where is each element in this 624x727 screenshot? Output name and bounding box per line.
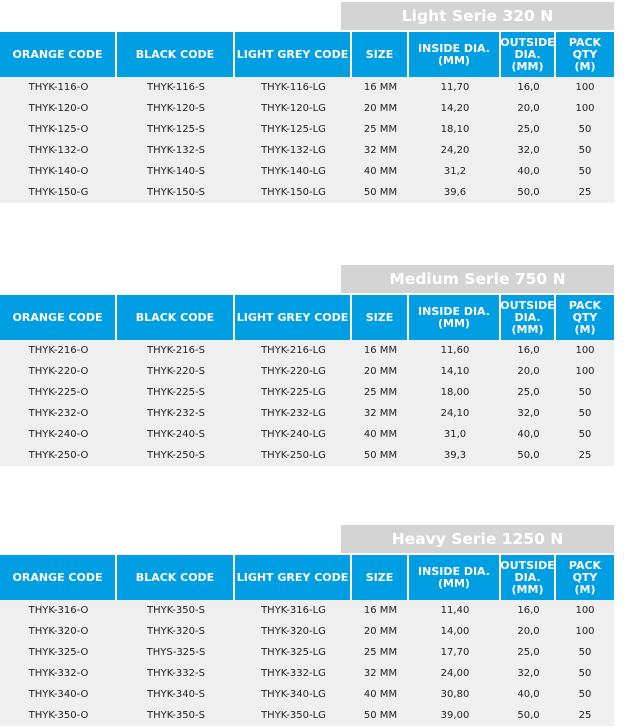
size-cell: 40 MM — [363, 689, 398, 700]
table-row — [0, 600, 614, 621]
orange-code-cell: THYK-250-O — [28, 450, 89, 461]
pack-qty-cell: 100 — [575, 366, 595, 377]
black-code-cell: THYK-116-S — [147, 82, 205, 93]
table-row — [0, 705, 614, 726]
col-outside-dia: OUTSIDE DIA. (MM) — [501, 295, 556, 340]
inside-dia-cell: 11,40 — [440, 605, 470, 616]
black-code-cell: THYK-320-S — [147, 626, 205, 637]
serie-title: Light Serie 320 N — [341, 2, 614, 30]
black-code-cell: THYK-150-S — [147, 187, 205, 198]
outside-dia-cell: 40,0 — [517, 689, 540, 700]
serie-title: Medium Serie 750 N — [341, 265, 614, 293]
orange-code-cell: THYK-340-O — [28, 689, 89, 700]
black-code-cell: THYS-325-S — [146, 647, 206, 658]
size-cell: 40 MM — [363, 429, 398, 440]
orange-code-cell: THYK-350-O — [28, 710, 89, 721]
col-light-grey-code: LIGHT GREY CODE — [235, 295, 352, 340]
table-row — [0, 663, 614, 684]
size-cell: 50 MM — [363, 710, 398, 721]
outside-dia-cell: 25,0 — [517, 124, 540, 135]
table-row — [0, 684, 614, 705]
pack-qty-cell: 100 — [575, 626, 595, 637]
col-orange-code: ORANGE CODE — [0, 32, 117, 77]
col-black-code: BLACK CODE — [117, 555, 235, 600]
table-body — [0, 340, 614, 466]
light-grey-code-cell: THYK-116-LG — [261, 82, 326, 93]
table-row — [0, 340, 614, 361]
size-cell: 20 MM — [363, 366, 398, 377]
inside-dia-cell: 14,00 — [440, 626, 470, 637]
size-cell: 25 MM — [363, 387, 398, 398]
pack-qty-cell: 50 — [578, 689, 592, 700]
col-size: SIZE — [352, 295, 409, 340]
pack-qty-cell: 50 — [578, 166, 592, 177]
black-code-cell: THYK-216-S — [147, 345, 205, 356]
pack-qty-cell: 100 — [575, 345, 595, 356]
light-grey-code-cell: THYK-150-LG — [261, 187, 326, 198]
orange-code-cell: THYK-125-O — [28, 124, 89, 135]
col-size: SIZE — [352, 32, 409, 77]
light-grey-code-cell: THYK-250-LG — [261, 450, 326, 461]
orange-code-cell: THYK-316-O — [28, 605, 89, 616]
light-grey-code-cell: THYK-125-LG — [261, 124, 326, 135]
col-orange-code: ORANGE CODE — [0, 555, 117, 600]
black-code-cell: THYK-332-S — [147, 668, 205, 679]
outside-dia-cell: 32,0 — [517, 408, 540, 419]
outside-dia-cell: 40,0 — [517, 429, 540, 440]
inside-dia-cell: 39,00 — [440, 710, 470, 721]
serie-title: Heavy Serie 1250 N — [341, 525, 614, 553]
inside-dia-cell: 39,3 — [443, 450, 467, 461]
inside-dia-cell: 11,60 — [440, 345, 470, 356]
outside-dia-cell: 16,0 — [517, 345, 540, 356]
outside-dia-cell: 25,0 — [517, 387, 540, 398]
orange-code-cell: THYK-320-O — [28, 626, 89, 637]
outside-dia-cell: 16,0 — [517, 82, 540, 93]
size-cell: 32 MM — [363, 668, 398, 679]
pack-qty-cell: 50 — [578, 124, 592, 135]
size-cell: 50 MM — [363, 187, 398, 198]
outside-dia-cell: 16,0 — [517, 605, 540, 616]
table-row — [0, 424, 614, 445]
light-grey-code-cell: THYK-225-LG — [261, 387, 326, 398]
light-grey-code-cell: THYK-120-LG — [261, 103, 326, 114]
size-cell: 32 MM — [363, 145, 398, 156]
size-cell: 20 MM — [363, 626, 398, 637]
outside-dia-cell: 50,0 — [517, 187, 540, 198]
orange-code-cell: THYK-332-O — [28, 668, 89, 679]
outside-dia-cell: 50,0 — [517, 710, 540, 721]
black-code-cell: THYK-140-S — [147, 166, 205, 177]
table-row — [0, 140, 614, 161]
black-code-cell: THYK-120-S — [147, 103, 205, 114]
light-grey-code-cell: THYK-332-LG — [261, 668, 326, 679]
black-code-cell: THYK-225-S — [147, 387, 205, 398]
black-code-cell: THYK-125-S — [147, 124, 205, 135]
table-row — [0, 77, 614, 98]
table-row — [0, 161, 614, 182]
outside-dia-cell: 25,0 — [517, 647, 540, 658]
pack-qty-cell: 100 — [575, 103, 595, 114]
size-cell: 32 MM — [363, 408, 398, 419]
orange-code-cell: THYK-116-O — [28, 82, 89, 93]
inside-dia-cell: 39,6 — [443, 187, 467, 198]
col-inside-dia: INSIDE DIA. (MM) — [409, 32, 501, 77]
inside-dia-cell: 24,20 — [440, 145, 470, 156]
pack-qty-cell: 50 — [578, 387, 592, 398]
inside-dia-cell: 24,10 — [440, 408, 470, 419]
outside-dia-cell: 32,0 — [517, 145, 540, 156]
orange-code-cell: THYK-220-O — [28, 366, 89, 377]
light-grey-code-cell: THYK-232-LG — [261, 408, 326, 419]
inside-dia-cell: 17,70 — [440, 647, 470, 658]
pack-qty-cell: 100 — [575, 605, 595, 616]
table-row — [0, 119, 614, 140]
outside-dia-cell: 20,0 — [517, 103, 540, 114]
light-grey-code-cell: THYK-350-LG — [261, 710, 326, 721]
size-cell: 25 MM — [363, 124, 398, 135]
pack-qty-cell: 50 — [578, 145, 592, 156]
inside-dia-cell: 11,70 — [440, 82, 470, 93]
light-grey-code-cell: THYK-140-LG — [261, 166, 326, 177]
pack-qty-cell: 25 — [578, 450, 592, 461]
size-cell: 50 MM — [363, 450, 398, 461]
pack-qty-cell: 50 — [578, 429, 592, 440]
size-cell: 25 MM — [363, 647, 398, 658]
black-code-cell: THYK-250-S — [147, 450, 205, 461]
size-cell: 40 MM — [363, 166, 398, 177]
pack-qty-cell: 25 — [578, 187, 592, 198]
table-header — [0, 295, 614, 340]
black-code-cell: THYK-240-S — [147, 429, 205, 440]
table-body — [0, 77, 614, 203]
orange-code-cell: THYK-216-O — [28, 345, 89, 356]
black-code-cell: THYK-232-S — [147, 408, 205, 419]
col-inside-dia: INSIDE DIA. (MM) — [409, 295, 501, 340]
size-cell: 16 MM — [363, 82, 398, 93]
col-outside-dia: OUTSIDE DIA. (MM) — [501, 555, 556, 600]
black-code-cell: THYK-350-S — [147, 710, 205, 721]
pack-qty-cell: 100 — [575, 82, 595, 93]
size-cell: 20 MM — [363, 103, 398, 114]
inside-dia-cell: 30,80 — [440, 689, 470, 700]
outside-dia-cell: 20,0 — [517, 626, 540, 637]
inside-dia-cell: 31,0 — [443, 429, 467, 440]
orange-code-cell: THYK-325-O — [28, 647, 89, 658]
table-body — [0, 600, 614, 726]
col-black-code: BLACK CODE — [117, 295, 235, 340]
table-row — [0, 98, 614, 119]
orange-code-cell: THYK-140-O — [28, 166, 89, 177]
outside-dia-cell: 20,0 — [517, 366, 540, 377]
pack-qty-cell: 50 — [578, 647, 592, 658]
col-orange-code: ORANGE CODE — [0, 295, 117, 340]
col-inside-dia: INSIDE DIA. (MM) — [409, 555, 501, 600]
table-row — [0, 403, 614, 424]
pack-qty-cell: 50 — [578, 408, 592, 419]
col-light-grey-code: LIGHT GREY CODE — [235, 32, 352, 77]
outside-dia-cell: 40,0 — [517, 166, 540, 177]
black-code-cell: THYK-132-S — [147, 145, 205, 156]
orange-code-cell: THYK-120-O — [28, 103, 89, 114]
orange-code-cell: THYK-225-O — [28, 387, 89, 398]
light-grey-code-cell: THYK-316-LG — [261, 605, 326, 616]
inside-dia-cell: 18,00 — [440, 387, 470, 398]
table-row — [0, 642, 614, 663]
size-cell: 16 MM — [363, 605, 398, 616]
outside-dia-cell: 50,0 — [517, 450, 540, 461]
pack-qty-cell: 25 — [578, 710, 592, 721]
outside-dia-cell: 32,0 — [517, 668, 540, 679]
inside-dia-cell: 18,10 — [440, 124, 470, 135]
col-black-code: BLACK CODE — [117, 32, 235, 77]
light-grey-code-cell: THYK-220-LG — [261, 366, 326, 377]
light-grey-code-cell: THYK-320-LG — [261, 626, 326, 637]
orange-code-cell: THYK-150-G — [28, 187, 89, 198]
inside-dia-cell: 31,2 — [443, 166, 467, 177]
light-grey-code-cell: THYK-240-LG — [261, 429, 326, 440]
table-row — [0, 382, 614, 403]
inside-dia-cell: 24,00 — [440, 668, 470, 679]
inside-dia-cell: 14,10 — [440, 366, 470, 377]
inside-dia-cell: 14,20 — [440, 103, 470, 114]
table-header — [0, 32, 614, 77]
col-outside-dia: OUTSIDE DIA. (MM) — [501, 32, 556, 77]
table-row — [0, 621, 614, 642]
orange-code-cell: THYK-240-O — [28, 429, 89, 440]
black-code-cell: THYK-220-S — [147, 366, 205, 377]
light-grey-code-cell: THYK-340-LG — [261, 689, 326, 700]
orange-code-cell: THYK-232-O — [28, 408, 89, 419]
col-pack-qty: PACK QTY (M) — [556, 32, 614, 77]
size-cell: 16 MM — [363, 345, 398, 356]
orange-code-cell: THYK-132-O — [28, 145, 89, 156]
table-row — [0, 182, 614, 203]
col-light-grey-code: LIGHT GREY CODE — [235, 555, 352, 600]
col-pack-qty: PACK QTY (M) — [556, 295, 614, 340]
light-grey-code-cell: THYK-325-LG — [261, 647, 326, 658]
pack-qty-cell: 50 — [578, 668, 592, 679]
table-row — [0, 445, 614, 466]
table-row — [0, 361, 614, 382]
col-pack-qty: PACK QTY (M) — [556, 555, 614, 600]
light-grey-code-cell: THYK-216-LG — [261, 345, 326, 356]
table-header — [0, 555, 614, 600]
black-code-cell: THYK-350-S — [147, 605, 205, 616]
col-size: SIZE — [352, 555, 409, 600]
light-grey-code-cell: THYK-132-LG — [261, 145, 326, 156]
black-code-cell: THYK-340-S — [147, 689, 205, 700]
